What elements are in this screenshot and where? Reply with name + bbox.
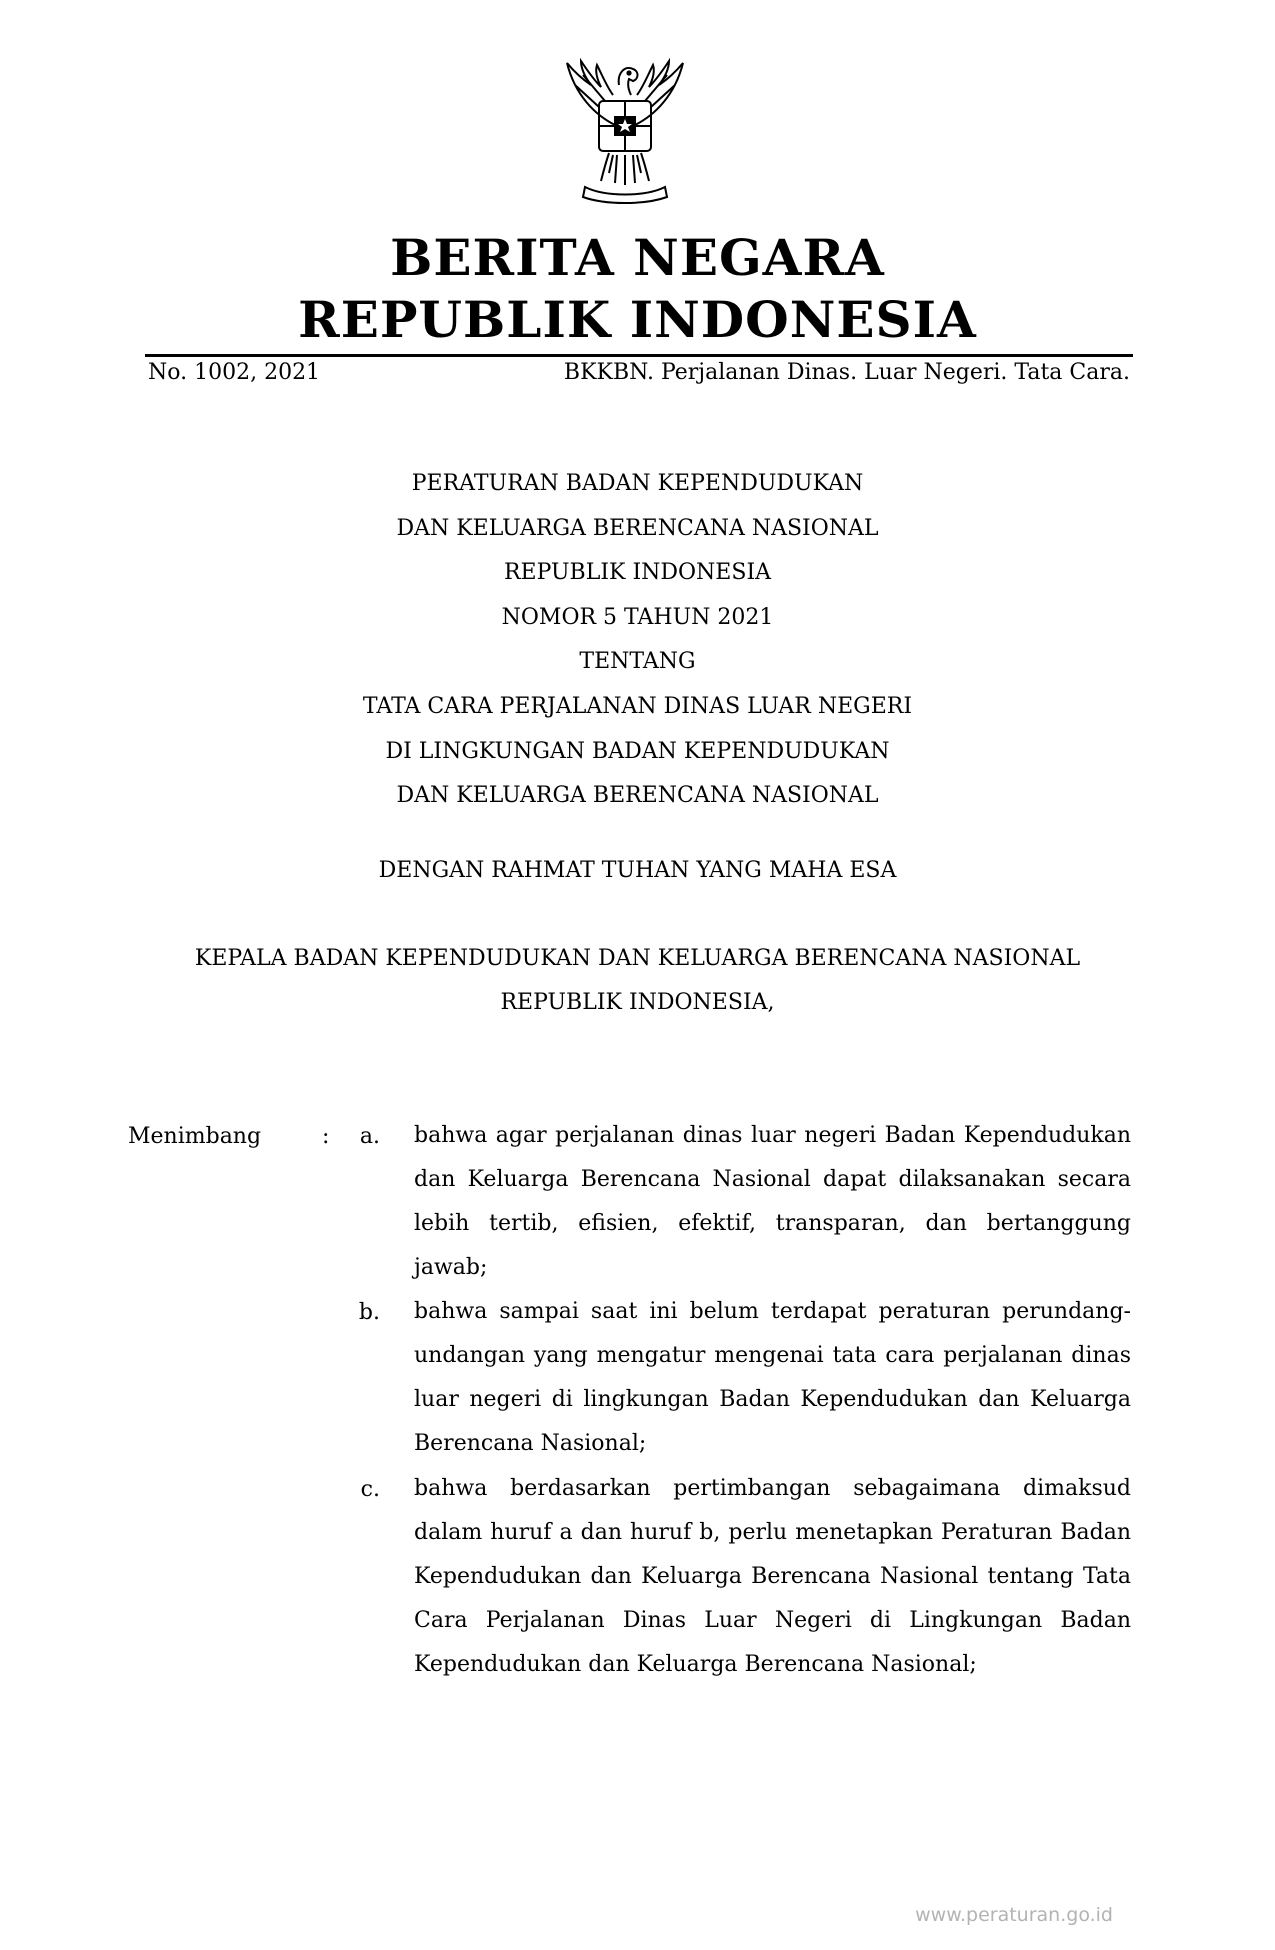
item-text: bahwa berdasarkan pertimbangan sebagaimana dimaksud dalam huruf a dan huruf b, perlu menetapkan Peraturan Badan Kependudukan dan Keluarga Berencana Nasional tentang Tata Cara Perjalanan Dinas Luar Negeri di Lingkungan Badan Kependudukan dan Keluarga Berencana Nasional; xyxy=(414,1476,1131,1677)
item-letter: b. xyxy=(358,1300,380,1325)
item-text: bahwa agar perjalanan dinas luar negeri Badan Kependudukan dan Keluarga Berencana Nasional dapat dilaksanakan secara lebih tertib, efisien, efektif, transparan, dan bertanggung jawab; xyxy=(414,1123,1131,1280)
regulation-title-line: DAN KELUARGA BERENCANA NASIONAL xyxy=(396,515,879,541)
authority-line2: REPUBLIK INDONESIA, xyxy=(500,990,775,1015)
regulation-title-line: TATA CARA PERJALANAN DINAS LUAR NEGERI xyxy=(362,693,913,719)
regulation-title-line: NOMOR 5 TAHUN 2021 xyxy=(501,604,774,630)
masthead-title-line2: REPUBLIK INDONESIA xyxy=(298,290,977,349)
item-letter: a. xyxy=(359,1124,380,1149)
regulation-title-line: PERATURAN BADAN KEPENDUDUKAN xyxy=(411,471,864,496)
footer-url: www.peraturan.go.id xyxy=(915,1904,1113,1926)
regulation-title xyxy=(0,462,1275,819)
regulation-title-line: TENTANG xyxy=(579,649,696,675)
header-rule xyxy=(145,354,1133,357)
item-letter: c. xyxy=(360,1477,380,1502)
regulation-title-line: DAN KELUARGA BERENCANA NASIONAL xyxy=(396,783,879,809)
masthead-title-line1: BERITA NEGARA xyxy=(390,228,885,287)
invocation: DENGAN RAHMAT TUHAN YANG MAHA ESA xyxy=(378,858,897,883)
gazette-number: No. 1002, 2021 xyxy=(148,360,321,385)
considering-label: Menimbang xyxy=(128,1124,262,1149)
regulation-title-line: DI LINGKUNGAN BADAN KEPENDUDUKAN xyxy=(385,738,890,764)
gazette-subject: BKKBN. Perjalanan Dinas. Luar Negeri. Tata Cara. xyxy=(563,360,1130,385)
regulation-title-line: REPUBLIK INDONESIA xyxy=(503,560,772,586)
considering-colon: : xyxy=(322,1124,330,1149)
garuda-emblem-icon xyxy=(555,55,695,215)
item-text: bahwa sampai saat ini belum terdapat peraturan perundang-undangan yang mengatur mengenai tata cara perjalanan dinas luar negeri di lingkungan Badan Kependudukan dan Keluarga Berencana Nasional; xyxy=(414,1299,1131,1456)
authority-line1: KEPALA BADAN KEPENDUDUKAN DAN KELUARGA BERENCANA NASIONAL xyxy=(194,946,1081,971)
